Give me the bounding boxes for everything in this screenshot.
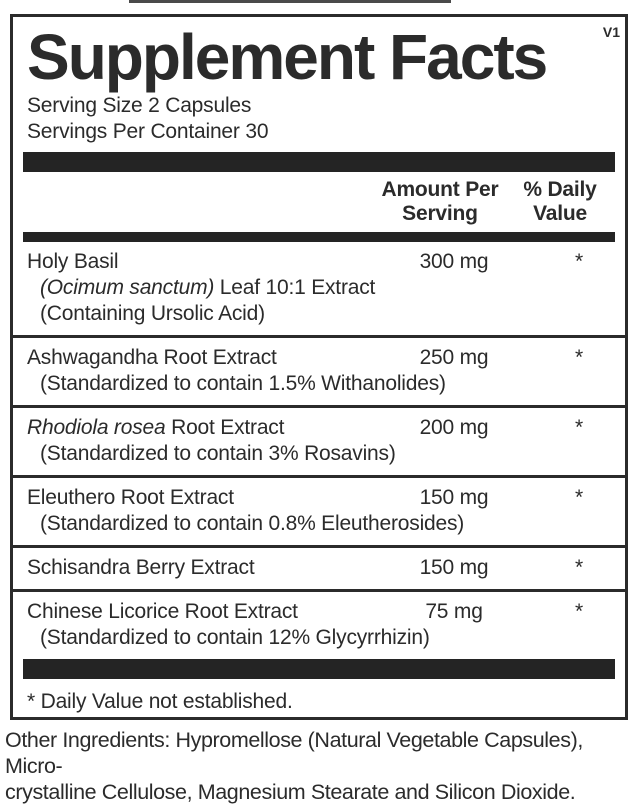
subline-text: Leaf 10:1 Extract	[214, 276, 376, 299]
top-edge-artifact-line	[129, 0, 451, 3]
ingredient-main-line	[27, 555, 611, 581]
daily-header-line2: Value	[533, 202, 587, 225]
amount-value: 150 mg	[419, 486, 489, 509]
ingredient-subline	[27, 511, 611, 537]
ingredient-main-line	[27, 345, 611, 371]
subline-text: (Standardized to contain 12% Glycyrrhizin)	[40, 626, 430, 649]
subline-text: (Standardized to contain 0.8% Eleutherosides)	[40, 512, 465, 535]
column-headers	[13, 172, 625, 232]
ingredient-row-ashwagandha	[13, 338, 625, 408]
ingredient-row-eleuthero	[13, 478, 625, 548]
serving-info	[27, 93, 611, 145]
daily-value-cell: *	[575, 346, 583, 369]
divider-bar-medium	[23, 232, 615, 242]
ingredient-name-italic: Rhodiola rosea	[27, 416, 166, 439]
ingredient-row-schisandra	[13, 548, 625, 592]
ingredient-name-text: Schisandra Berry Extract	[27, 556, 255, 579]
subline-text: (Standardized to contain 1.5% Withanolides)	[40, 372, 446, 395]
amount-value: 300 mg	[419, 250, 489, 273]
servings-per-container: Servings Per Container 30	[27, 120, 269, 143]
ingredient-name	[27, 346, 277, 369]
ingredient-name	[27, 556, 254, 579]
supplement-facts-panel	[10, 14, 628, 720]
ingredient-main-line	[27, 415, 611, 441]
ingredient-main-line	[27, 249, 611, 275]
panel-title: Supplement Facts	[27, 21, 547, 93]
ingredient-subline	[27, 441, 611, 467]
daily-value-footnote: * Daily Value not established.	[27, 690, 293, 713]
amount-value: 250 mg	[419, 346, 489, 369]
ingredient-name	[27, 600, 298, 623]
daily-value-cell: *	[575, 416, 583, 439]
serving-size: Serving Size 2 Capsules	[27, 94, 252, 117]
ingredient-name	[27, 486, 234, 509]
other-ingredients	[5, 727, 637, 805]
daily-value-cell: *	[575, 486, 583, 509]
version-label: V1	[602, 24, 620, 40]
ingredient-row-chinese-licorice	[13, 592, 625, 659]
ingredient-main-line	[27, 599, 611, 625]
ingredient-name-text: Chinese Licorice Root Extract	[27, 600, 298, 623]
divider-bar-thick-bottom	[23, 659, 615, 679]
ingredient-name	[27, 416, 284, 439]
ingredient-main-line	[27, 485, 611, 511]
amount-header-line2: Serving	[402, 202, 478, 225]
amount-header-line1: Amount Per	[381, 178, 499, 201]
amount-value: 75 mg	[425, 600, 483, 623]
ingredient-name-text: Holy Basil	[27, 250, 119, 273]
ingredient-row-rhodiola	[13, 408, 625, 478]
percent-daily-value-header	[517, 178, 603, 226]
ingredient-name-text: Eleuthero Root Extract	[27, 486, 234, 509]
ingredient-name-text: Ashwagandha Root Extract	[27, 346, 277, 369]
other-ingredients-line1: Other Ingredients: Hypromellose (Natural Vegetable Capsules), Micro-	[5, 728, 583, 778]
ingredient-name-text: Root Extract	[165, 416, 285, 439]
ingredient-subline	[27, 275, 611, 301]
ingredient-subline: (Containing Ursolic Acid)	[40, 302, 265, 325]
ingredient-row-holy-basil	[13, 242, 625, 338]
ingredient-subline	[27, 625, 611, 651]
daily-header-line1: % Daily	[523, 178, 597, 201]
daily-value-cell: *	[575, 250, 583, 273]
other-ingredients-line2: crystalline Cellulose, Magnesium Stearate and Silicon Dioxide.	[5, 780, 576, 804]
daily-value-cell: *	[575, 556, 583, 579]
daily-value-cell: *	[575, 600, 583, 623]
subline-text: (Standardized to contain 3% Rosavins)	[40, 442, 396, 465]
ingredient-name	[27, 250, 118, 273]
ingredient-subline	[27, 371, 611, 397]
latin-name-italic: (Ocimum sanctum)	[40, 276, 215, 299]
amount-value: 150 mg	[419, 556, 489, 579]
amount-value: 200 mg	[419, 416, 489, 439]
amount-per-serving-header	[375, 178, 505, 226]
divider-bar-thick-top	[23, 152, 615, 172]
